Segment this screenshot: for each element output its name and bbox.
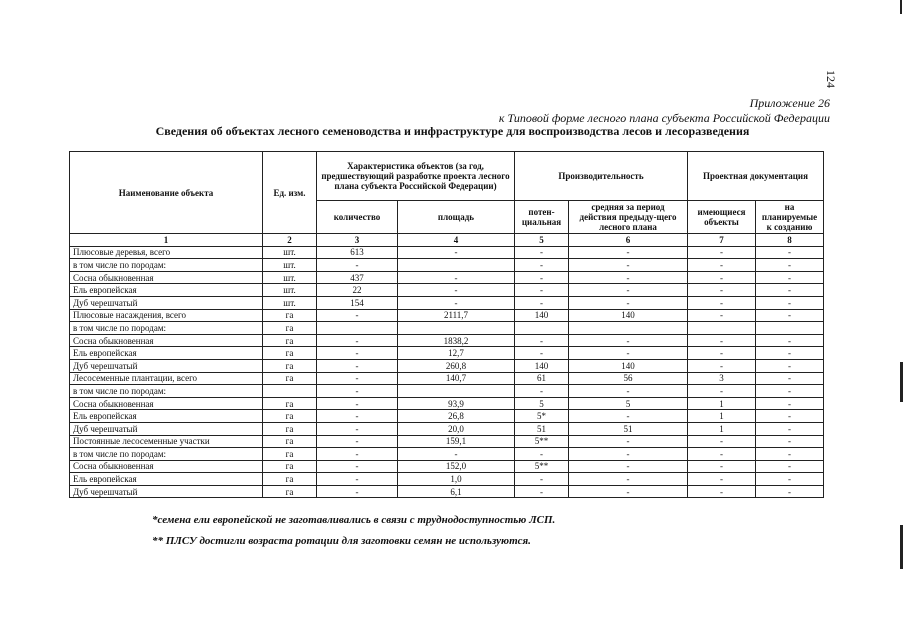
table-cell: - bbox=[569, 410, 688, 423]
table-row bbox=[70, 485, 824, 498]
table-cell bbox=[756, 322, 824, 335]
header-characteristics: Характеристика объектов (за год, предшествующий разработке проекта лесного плана субъекта Российской Федерации) bbox=[317, 152, 515, 201]
row-label: в том числе по породам: bbox=[70, 448, 263, 461]
table-cell: - bbox=[317, 259, 398, 272]
table-cell: га bbox=[263, 473, 317, 486]
table-row bbox=[70, 460, 824, 473]
table-row bbox=[70, 271, 824, 284]
column-number: 3 bbox=[317, 234, 398, 247]
column-number: 2 bbox=[263, 234, 317, 247]
table-cell: - bbox=[688, 347, 756, 360]
table-row bbox=[70, 435, 824, 448]
table-cell: - bbox=[688, 460, 756, 473]
header-planned: на планируемые к созданию bbox=[756, 201, 824, 234]
table-cell: - bbox=[569, 347, 688, 360]
table-cell: - bbox=[688, 448, 756, 461]
table-cell: га bbox=[263, 359, 317, 372]
table-cell: - bbox=[515, 347, 569, 360]
column-number: 6 bbox=[569, 234, 688, 247]
table-cell bbox=[688, 322, 756, 335]
table-cell: 5 bbox=[515, 397, 569, 410]
header-average: средняя за период действия предыду-щего лесного плана bbox=[569, 201, 688, 234]
document-title: Сведения об объектах лесного семеноводства и инфраструктуре для воспроизводства лесов и лесоразведения bbox=[155, 124, 750, 138]
row-label: Постоянные лесосеменные участки bbox=[70, 435, 263, 448]
table-cell: шт. bbox=[263, 246, 317, 259]
table-cell: - bbox=[515, 259, 569, 272]
appendix-line2: к Типовой форме лесного плана субъекта Российской Федерации bbox=[498, 111, 830, 125]
scan-edge-mark bbox=[900, 525, 903, 569]
table-cell: - bbox=[515, 284, 569, 297]
table-cell: - bbox=[515, 473, 569, 486]
table-cell: - bbox=[569, 473, 688, 486]
table-cell: 51 bbox=[569, 422, 688, 435]
table-cell: - bbox=[756, 473, 824, 486]
column-number: 4 bbox=[398, 234, 515, 247]
table-cell: - bbox=[688, 296, 756, 309]
table-cell: 154 bbox=[317, 296, 398, 309]
table-cell: - bbox=[398, 271, 515, 284]
table-cell: 93,9 bbox=[398, 397, 515, 410]
table-cell: - bbox=[569, 246, 688, 259]
table-cell: 1 bbox=[688, 422, 756, 435]
table-cell bbox=[317, 322, 398, 335]
table-cell: - bbox=[569, 435, 688, 448]
header-potential: потен-циальная bbox=[515, 201, 569, 234]
table-cell: - bbox=[317, 397, 398, 410]
table-cell: - bbox=[569, 448, 688, 461]
table-cell: - bbox=[756, 448, 824, 461]
table-cell: - bbox=[756, 309, 824, 322]
table-cell: га bbox=[263, 309, 317, 322]
table-cell: - bbox=[756, 296, 824, 309]
table-cell: га bbox=[263, 322, 317, 335]
table-cell: 5* bbox=[515, 410, 569, 423]
table-cell: - bbox=[317, 347, 398, 360]
table-cell: га bbox=[263, 460, 317, 473]
table-cell: - bbox=[317, 448, 398, 461]
table-cell: - bbox=[515, 296, 569, 309]
table-cell: 2111,7 bbox=[398, 309, 515, 322]
table-cell: га bbox=[263, 435, 317, 448]
seed-objects-table bbox=[69, 151, 824, 498]
table-cell: - bbox=[317, 309, 398, 322]
table-cell: 51 bbox=[515, 422, 569, 435]
table-cell: 56 bbox=[569, 372, 688, 385]
table-cell: - bbox=[756, 259, 824, 272]
table-cell: га bbox=[263, 485, 317, 498]
row-label: Ель европейская bbox=[70, 473, 263, 486]
table-cell: 5 bbox=[569, 397, 688, 410]
table-cell: - bbox=[569, 271, 688, 284]
table-cell: шт. bbox=[263, 284, 317, 297]
table-row bbox=[70, 347, 824, 360]
column-number: 1 bbox=[70, 234, 263, 247]
table-cell bbox=[398, 385, 515, 398]
row-label: Ель европейская bbox=[70, 410, 263, 423]
table-row bbox=[70, 385, 824, 398]
column-number: 7 bbox=[688, 234, 756, 247]
table-cell: - bbox=[688, 259, 756, 272]
table-cell: - bbox=[569, 259, 688, 272]
table-cell: - bbox=[317, 435, 398, 448]
row-label: Ель европейская bbox=[70, 284, 263, 297]
table-cell: - bbox=[688, 473, 756, 486]
table-cell: - bbox=[688, 435, 756, 448]
table-cell: 20,0 bbox=[398, 422, 515, 435]
table-cell: 1 bbox=[688, 397, 756, 410]
table-cell: - bbox=[756, 460, 824, 473]
table-cell: га bbox=[263, 372, 317, 385]
row-label: Плюсовые деревья, всего bbox=[70, 246, 263, 259]
header-area: площадь bbox=[398, 201, 515, 234]
table-cell: 437 bbox=[317, 271, 398, 284]
table-cell: - bbox=[756, 334, 824, 347]
table-cell: - bbox=[317, 385, 398, 398]
table-row bbox=[70, 397, 824, 410]
table-cell: 140 bbox=[515, 359, 569, 372]
header-unit: Ед. изм. bbox=[263, 152, 317, 234]
column-number-row bbox=[70, 234, 824, 247]
table-cell: - bbox=[317, 334, 398, 347]
table-cell: 5** bbox=[515, 435, 569, 448]
row-label: Сосна обыкновенная bbox=[70, 271, 263, 284]
table-cell bbox=[569, 322, 688, 335]
table-cell: 1 bbox=[688, 410, 756, 423]
table-cell: 1,0 bbox=[398, 473, 515, 486]
header-design-docs: Проектная документация bbox=[688, 152, 824, 201]
table-cell: - bbox=[688, 485, 756, 498]
table-cell: 140 bbox=[569, 359, 688, 372]
row-label: Дуб черешчатый bbox=[70, 359, 263, 372]
row-label: в том числе по породам: bbox=[70, 259, 263, 272]
table-cell: - bbox=[515, 246, 569, 259]
row-label: Плюсовые насаждения, всего bbox=[70, 309, 263, 322]
table-cell: - bbox=[756, 485, 824, 498]
column-number: 8 bbox=[756, 234, 824, 247]
table-cell: - bbox=[756, 284, 824, 297]
table-cell: 12,7 bbox=[398, 347, 515, 360]
table-cell: - bbox=[756, 372, 824, 385]
table-cell: - bbox=[756, 246, 824, 259]
table-cell: га bbox=[263, 347, 317, 360]
table-cell: шт. bbox=[263, 259, 317, 272]
table-cell: 22 bbox=[317, 284, 398, 297]
table-row bbox=[70, 296, 824, 309]
table-cell: 140 bbox=[515, 309, 569, 322]
table-cell: га bbox=[263, 334, 317, 347]
table-row bbox=[70, 410, 824, 423]
table-row bbox=[70, 422, 824, 435]
table-cell: - bbox=[756, 385, 824, 398]
table-cell: га bbox=[263, 410, 317, 423]
table-cell: - bbox=[569, 296, 688, 309]
row-label: Сосна обыкновенная bbox=[70, 460, 263, 473]
table-cell: 159,1 bbox=[398, 435, 515, 448]
table-cell: - bbox=[688, 334, 756, 347]
table-cell: - bbox=[398, 246, 515, 259]
table-cell bbox=[515, 322, 569, 335]
table-cell: - bbox=[317, 410, 398, 423]
table-row bbox=[70, 309, 824, 322]
table-cell: 140,7 bbox=[398, 372, 515, 385]
appendix-heading bbox=[499, 96, 830, 126]
table-row bbox=[70, 259, 824, 272]
table-cell: - bbox=[569, 460, 688, 473]
header-row-1 bbox=[70, 152, 824, 201]
table-cell: га bbox=[263, 397, 317, 410]
table-cell: 1838,2 bbox=[398, 334, 515, 347]
table-cell: - bbox=[569, 385, 688, 398]
table-cell: - bbox=[317, 485, 398, 498]
table-cell bbox=[263, 385, 317, 398]
table-cell: - bbox=[756, 397, 824, 410]
table-cell: - bbox=[317, 359, 398, 372]
table-cell: 140 bbox=[569, 309, 688, 322]
column-number: 5 bbox=[515, 234, 569, 247]
table-cell: 6,1 bbox=[398, 485, 515, 498]
table-row bbox=[70, 448, 824, 461]
table-cell: - bbox=[317, 460, 398, 473]
scan-edge-mark bbox=[900, 362, 903, 402]
table-row bbox=[70, 359, 824, 372]
table-cell: - bbox=[569, 485, 688, 498]
table-cell: - bbox=[688, 246, 756, 259]
row-label: в том числе по породам: bbox=[70, 322, 263, 335]
table-row bbox=[70, 372, 824, 385]
table-cell: - bbox=[515, 334, 569, 347]
table-cell: 5** bbox=[515, 460, 569, 473]
table-cell: - bbox=[756, 422, 824, 435]
row-label: Дуб черешчатый bbox=[70, 296, 263, 309]
table-cell: - bbox=[317, 473, 398, 486]
row-label: Ель европейская bbox=[70, 347, 263, 360]
table-cell: - bbox=[515, 485, 569, 498]
table-cell: - bbox=[688, 271, 756, 284]
table-cell: - bbox=[398, 448, 515, 461]
appendix-line1: Приложение 26 bbox=[749, 96, 830, 110]
table-cell: 3 bbox=[688, 372, 756, 385]
table-cell: - bbox=[756, 271, 824, 284]
table-cell: - bbox=[317, 422, 398, 435]
table-cell: - bbox=[398, 284, 515, 297]
table-row bbox=[70, 334, 824, 347]
table-row bbox=[70, 322, 824, 335]
row-label: Сосна обыкновенная bbox=[70, 397, 263, 410]
row-label: Дуб черешчатый bbox=[70, 485, 263, 498]
table-cell: - bbox=[317, 372, 398, 385]
table-cell: - bbox=[688, 385, 756, 398]
footnote-1: *семена ели европейской не заготавливались в связи с труднодоступностью ЛСП. bbox=[152, 514, 556, 526]
table-cell: 26,8 bbox=[398, 410, 515, 423]
table-cell: - bbox=[398, 296, 515, 309]
scan-edge-mark bbox=[900, 0, 902, 14]
table-cell: 152,0 bbox=[398, 460, 515, 473]
table-cell: - bbox=[688, 284, 756, 297]
table-cell: - bbox=[688, 309, 756, 322]
table-row bbox=[70, 473, 824, 486]
table-cell: 61 bbox=[515, 372, 569, 385]
table-cell: - bbox=[515, 271, 569, 284]
table-cell bbox=[398, 322, 515, 335]
header-productivity: Производительность bbox=[515, 152, 688, 201]
table-cell bbox=[398, 259, 515, 272]
row-label: Лесосеменные плантации, всего bbox=[70, 372, 263, 385]
table-cell: - bbox=[756, 347, 824, 360]
table-cell: 260,8 bbox=[398, 359, 515, 372]
table-cell: - bbox=[515, 385, 569, 398]
table-cell: - bbox=[756, 359, 824, 372]
table-cell: га bbox=[263, 448, 317, 461]
table-cell: га bbox=[263, 422, 317, 435]
page-number: 124 bbox=[824, 70, 838, 88]
table-cell: шт. bbox=[263, 296, 317, 309]
table-cell: шт. bbox=[263, 271, 317, 284]
row-label: Сосна обыкновенная bbox=[70, 334, 263, 347]
table-cell: - bbox=[688, 359, 756, 372]
table-row bbox=[70, 246, 824, 259]
table-row bbox=[70, 284, 824, 297]
footnote-2: ** ПЛСУ достигли возраста ротации для заготовки семян не используются. bbox=[152, 535, 531, 547]
table-cell: - bbox=[569, 284, 688, 297]
header-quantity: количество bbox=[317, 201, 398, 234]
row-label: в том числе по породам: bbox=[70, 385, 263, 398]
table-cell: - bbox=[569, 334, 688, 347]
header-existing: имеющиеся объекты bbox=[688, 201, 756, 234]
table-cell: 613 bbox=[317, 246, 398, 259]
header-name: Наименование объекта bbox=[70, 152, 263, 234]
row-label: Дуб черешчатый bbox=[70, 422, 263, 435]
table-cell: - bbox=[515, 448, 569, 461]
table-cell: - bbox=[756, 435, 824, 448]
table-cell: - bbox=[756, 410, 824, 423]
